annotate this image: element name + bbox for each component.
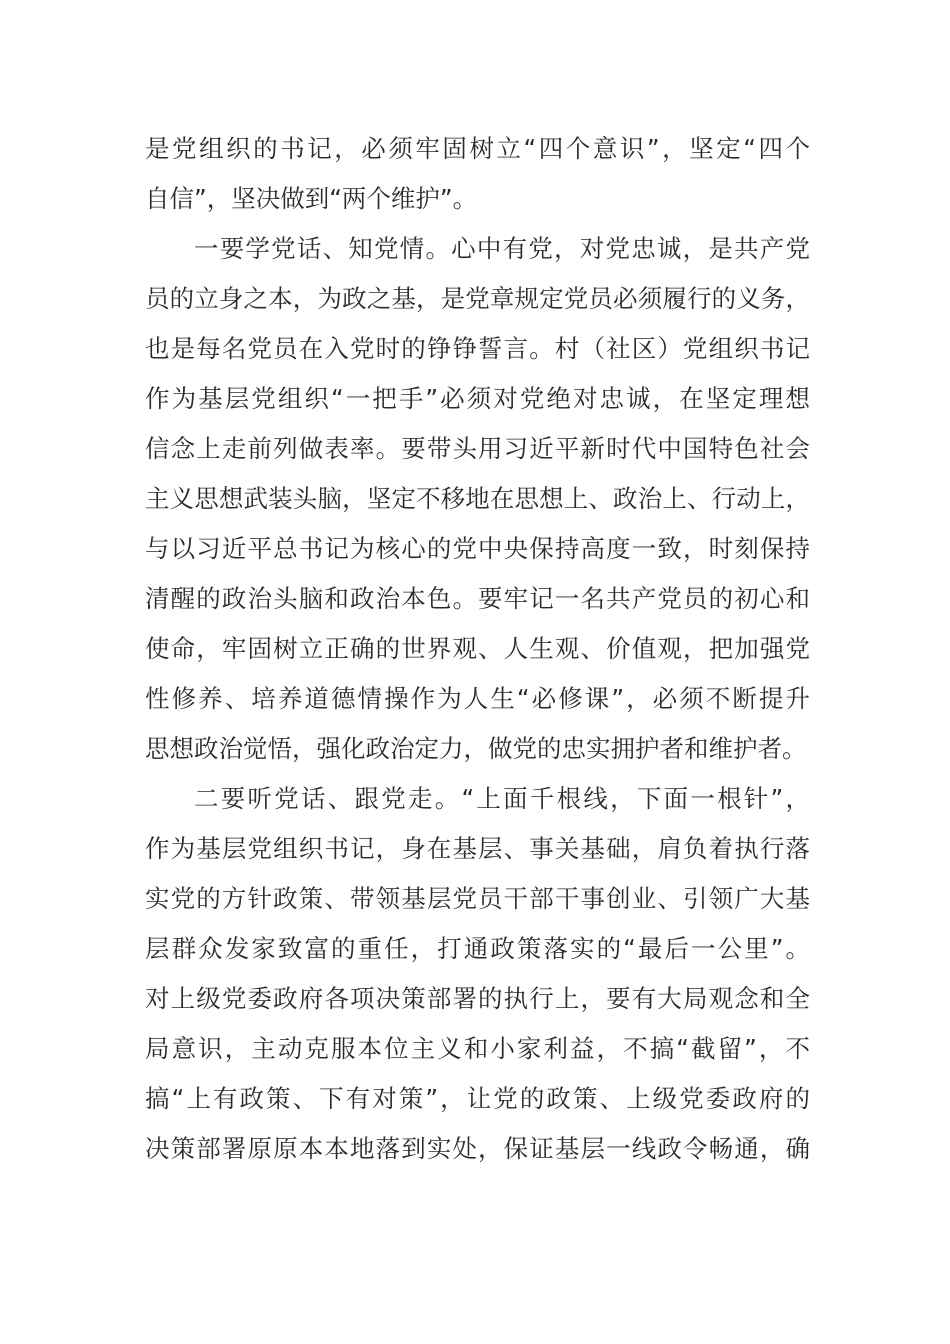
text-line: 二要听党话、跟党走。“上面千根线，下面一根针”， — [194, 784, 810, 813]
text-line: 使命，牢固树立正确的世界观、人生观、价值观，把加强党 — [145, 634, 810, 663]
text-line: 思想政治觉悟，强化政治定力，做党的忠实拥护者和维护者。 — [145, 734, 807, 763]
text-line: 与以习近平总书记为核心的党中央保持高度一致，时刻保持 — [145, 534, 810, 563]
text-line: 局意识，主动克服本位主义和小家利益，不搞“截留”，不 — [145, 1034, 810, 1063]
text-line: 作为基层党组织“一把手”必须对党绝对忠诚，在坚定理想 — [145, 384, 810, 413]
text-line: 一要学党话、知党情。心中有党，对党忠诚，是共产党 — [194, 234, 810, 263]
text-line: 也是每名党员在入党时的铮铮誓言。村（社区）党组织书记 — [145, 334, 810, 363]
text-line: 性修养、培养道德情操作为人生“必修课”，必须不断提升 — [145, 684, 810, 713]
text-line: 清醒的政治头脑和政治本色。要牢记一名共产党员的初心和 — [145, 584, 810, 613]
text-line: 实党的方针政策、带领基层党员干部干事创业、引领广大基 — [145, 884, 810, 913]
text-line: 信念上走前列做表率。要带头用习近平新时代中国特色社会 — [145, 434, 810, 463]
text-line: 作为基层党组织书记，身在基层、事关基础，肩负着执行落 — [145, 834, 810, 863]
text-line: 决策部署原原本本地落到实处，保证基层一线政令畅通，确 — [145, 1134, 810, 1163]
text-line: 是党组织的书记，必须牢固树立“四个意识”，坚定“四个 — [145, 134, 810, 163]
text-line: 对上级党委政府各项决策部署的执行上，要有大局观念和全 — [145, 984, 810, 1013]
text-line: 层群众发家致富的重任，打通政策落实的“最后一公里”。 — [145, 934, 810, 963]
text-line: 员的立身之本，为政之基，是党章规定党员必须履行的义务， — [145, 284, 810, 313]
text-line: 主义思想武装头脑，坚定不移地在思想上、政治上、行动上， — [145, 484, 810, 513]
document-body — [145, 124, 810, 1174]
text-line: 自信”，坚决做到“两个维护”。 — [145, 184, 478, 213]
text-line: 搞“上有政策、下有对策”，让党的政策、上级党委政府的 — [145, 1084, 810, 1113]
